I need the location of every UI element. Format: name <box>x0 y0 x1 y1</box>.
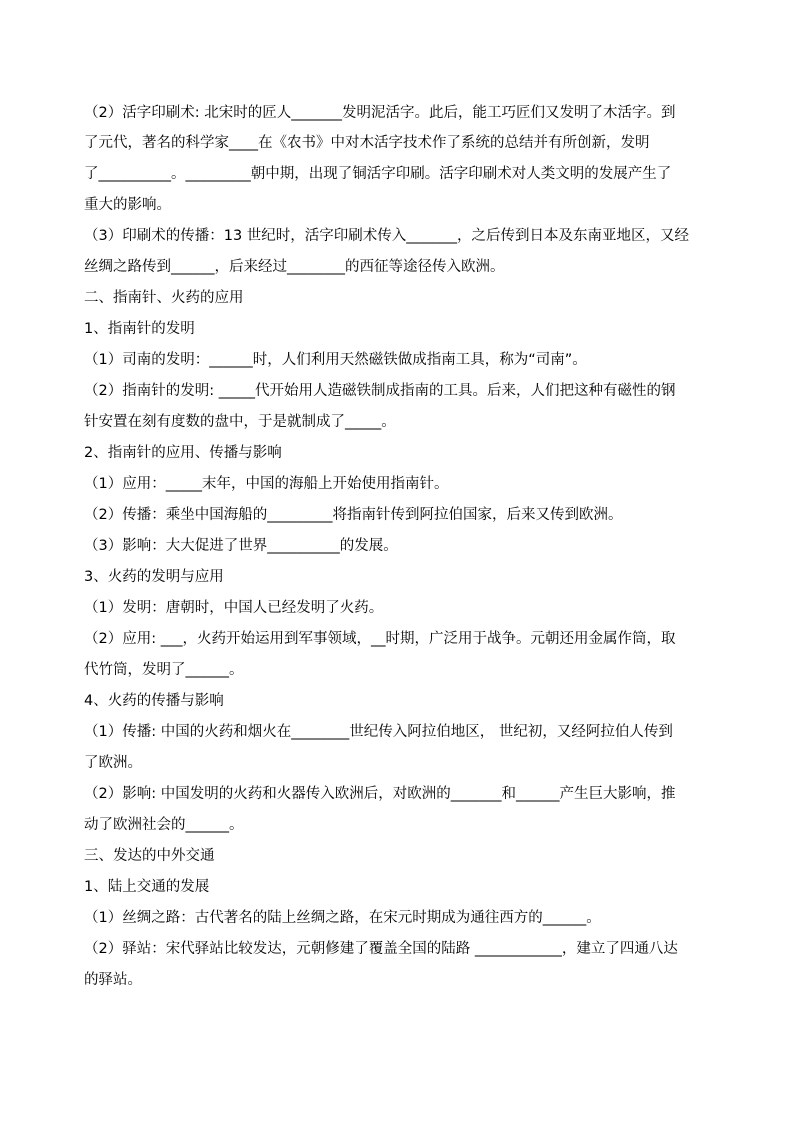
subsection-heading: 1、指南针的发明 <box>84 321 195 337</box>
text-line: （2）驿站：宋代驿站比较发达，元朝修建了覆盖全国的陆路 ____________，建立了四通八达 <box>84 941 678 957</box>
text-line: （1）应用：_____末年，中国的海船上开始使用指南针。 <box>84 476 449 492</box>
text-line: 的驿站。 <box>84 972 142 988</box>
text-line: 了欧洲。 <box>84 755 142 771</box>
text-line: （1）传播: 中国的火药和烟火在________世纪传入阿拉伯地区， 世纪初，又经阿拉伯人传到 <box>84 724 673 740</box>
text-line: 动了欧洲社会的______。 <box>84 817 244 833</box>
subsection-heading: 1、陆上交通的发展 <box>84 879 210 895</box>
subsection-heading: 3、火药的发明与应用 <box>84 569 224 585</box>
text-line: （2）指南针的发明: _____代开始用人造磁铁制成指南的工具。后来，人们把这种有磁性的钢 <box>84 383 676 399</box>
section-heading: 三、发达的中外交通 <box>84 848 215 864</box>
text-line: 代竹筒，发明了______。 <box>84 662 244 678</box>
text-line: 丝绸之路传到______，后来经过________的西征等途径传入欧洲。 <box>84 259 505 275</box>
text-line: （1）司南的发明：______时，人们利用天然磁铁做成指南工具，称为“司南”。 <box>84 352 587 368</box>
text-line: （2）影响: 中国发明的火药和火器传入欧洲后，对欧洲的_______和______产生巨大影响，推 <box>84 786 676 802</box>
text-line: （2）活字印刷术: 北宋时的匠人_______发明泥活字。此后，能工巧匠们又发明了木活字。到 <box>84 105 676 121</box>
text-line: （1）丝绸之路：古代著名的陆上丝绸之路，在宋元时期成为通往西方的______。 <box>84 910 601 926</box>
section-heading: 二、指南针、火药的应用 <box>84 290 244 306</box>
text-line: 针安置在刻有度数的盘中，于是就制成了_____。 <box>84 414 396 430</box>
text-line: （3）影响：大大促进了世界__________的发展。 <box>84 538 398 554</box>
text-line: （2）传播：乘坐中国海船的_________将指南针传到阿拉伯国家，后来又传到欧洲。 <box>84 507 623 523</box>
text-line: （3）印刷术的传播：13 世纪时，活字印刷术传入_______，之后传到日本及东南亚地区，又经 <box>84 228 690 244</box>
text-line: （1）发明：唐朝时，中国人已经发明了火药。 <box>84 600 384 616</box>
text-line: （2）应用: ___，火药开始运用到军事领域，__时期，广泛用于战争。元朝还用金属作筒，取 <box>84 631 676 647</box>
subsection-heading: 2、指南针的应用、传播与影响 <box>84 445 282 461</box>
text-line: 了__________。_________朝中期，出现了铜活字印刷。活字印刷术对人类文明的发展产生了 <box>84 166 672 182</box>
subsection-heading: 4、火药的传播与影响 <box>84 693 224 709</box>
text-line: 了元代，著名的科学家____在《农书》中对木活字技术作了系统的总结并有所创新，发明 <box>84 135 650 151</box>
text-line: 重大的影响。 <box>84 197 171 213</box>
